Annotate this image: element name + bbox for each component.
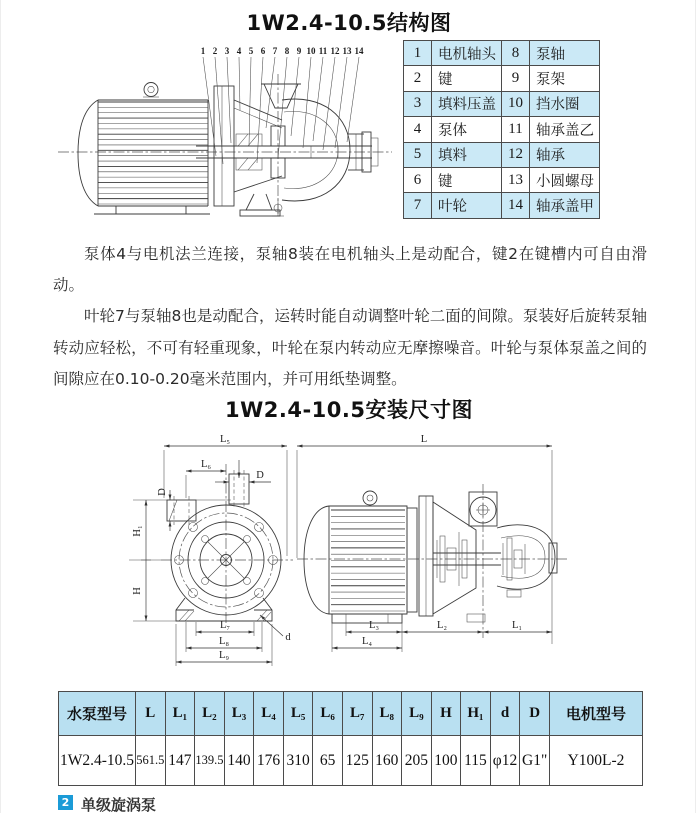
- dimensions-table: [58, 691, 643, 786]
- callout-number: 7: [272, 46, 278, 56]
- pump-foot: [240, 194, 280, 216]
- parts-table-row: [404, 66, 600, 91]
- dims-header-cell: L₄: [254, 692, 284, 736]
- front-view-centerlines: [161, 464, 293, 626]
- parts-table-row: [404, 41, 600, 66]
- callout-leader-line: [227, 57, 231, 143]
- parts-table: [403, 40, 600, 219]
- dims-table-row: [59, 736, 643, 786]
- motor-side: [304, 491, 417, 623]
- parts-table-row: [404, 117, 600, 142]
- callout-leader-line: [249, 57, 251, 146]
- suction-flange: [167, 496, 196, 525]
- parts-label-cell: 键: [432, 66, 502, 91]
- parts-no-cell: 1: [404, 41, 432, 66]
- parts-label-cell: 轴承盖甲: [530, 193, 600, 218]
- parts-table-row: [404, 167, 600, 192]
- callout-number: 2: [212, 46, 218, 56]
- parts-no-cell: 2: [404, 66, 432, 91]
- dims-header-cell: H: [431, 692, 461, 736]
- callout-number: 8: [284, 46, 290, 56]
- callout-leader-line: [278, 57, 287, 158]
- dim-label-l9: L₉: [218, 650, 230, 661]
- dim-label-d-left: D: [157, 488, 168, 496]
- dims-value-cell: 125: [342, 736, 372, 786]
- parts-no-cell: 14: [502, 193, 530, 218]
- dim-label-l2: L₂: [436, 620, 448, 631]
- pump-side: [419, 492, 557, 622]
- callout-number: 14: [354, 46, 364, 56]
- motor-cooling-fins: [331, 510, 405, 611]
- parts-no-cell: 13: [502, 167, 530, 192]
- callout-leader-line: [303, 57, 311, 148]
- callout-number: 12: [330, 46, 340, 56]
- callout-number: 13: [342, 46, 352, 56]
- motor-body: [78, 100, 210, 214]
- dims-value-cell: Y100L-2: [550, 736, 643, 786]
- parts-no-cell: 6: [404, 167, 432, 192]
- parts-label-cell: 键: [432, 167, 502, 192]
- parts-table-body: [404, 41, 600, 219]
- dims-value-cell: 147: [165, 736, 195, 786]
- callout-number: 6: [260, 46, 266, 56]
- dim-label-l5: L₅: [219, 434, 231, 445]
- section-number-badge: 2: [58, 795, 73, 810]
- callout-number: 11: [318, 46, 328, 56]
- callout-leader-line: [266, 57, 275, 128]
- dims-header-cell: L₇: [342, 692, 372, 736]
- dims-header-cell: d: [490, 692, 520, 736]
- parts-no-cell: 5: [404, 142, 432, 167]
- drain-plug: [272, 198, 284, 216]
- parts-label-cell: 小圆螺母: [530, 167, 600, 192]
- parts-no-cell: 9: [502, 66, 530, 91]
- dims-header-cell: H₁: [461, 692, 491, 736]
- dims-value-cell: 140: [224, 736, 254, 786]
- parts-label-cell: 电机轴头: [432, 41, 502, 66]
- dims-header-cell: L₂: [195, 692, 225, 736]
- dims-value-cell: G1": [520, 736, 550, 786]
- dims-header-cell: L: [136, 692, 166, 736]
- dims-header-cell: L₁: [165, 692, 195, 736]
- side-view-centerline: [297, 484, 567, 638]
- dim-label-h: H: [132, 587, 143, 595]
- dim-label-d-small: d: [285, 632, 291, 643]
- parts-label-cell: 泵轴: [530, 41, 600, 66]
- callout-number: 1: [200, 46, 206, 56]
- dim-label-l4: L₄: [361, 636, 373, 647]
- dims-value-cell: 160: [372, 736, 402, 786]
- dim-label-l: L: [420, 434, 428, 445]
- paragraph: 叶轮7与泵轴8也是动配合，运转时能自动调整叶轮二面的间隙。泵装好后旋转泵轴转动应轻松，不可有轻重现象，叶轮在泵内转动应无摩擦噪音。叶轮与泵体泵盖之间的间隙应在0.10-0.20毫米范围内，并可用纸垫调整。: [53, 307, 647, 388]
- side-view-dimensions: [297, 434, 552, 652]
- dims-value-cell: 561.5: [136, 736, 166, 786]
- dims-value-cell: 1W2.4-10.5: [59, 736, 136, 786]
- dims-header-row: [59, 692, 643, 736]
- installation-title: 1W2.4-10.5安装尺寸图: [224, 398, 473, 422]
- parts-label-cell: 挡水圈: [530, 91, 600, 116]
- callout-leader-line: [335, 57, 347, 148]
- dim-label-l8: L₈: [218, 636, 230, 647]
- parts-label-cell: 填料: [432, 142, 502, 167]
- dim-label-h1: H₁: [132, 525, 143, 537]
- section-label: 单级旋涡泵: [81, 796, 157, 814]
- dims-header-cell: L₆: [313, 692, 343, 736]
- parts-label-cell: 泵架: [530, 66, 600, 91]
- parts-table-row: [404, 91, 600, 116]
- dims-value-cell: 115: [461, 736, 491, 786]
- parts-no-cell: 12: [502, 142, 530, 167]
- parts-no-cell: 7: [404, 193, 432, 218]
- callout-number: 10: [306, 46, 316, 56]
- parts-no-cell: 4: [404, 117, 432, 142]
- front-view-dimensions: [129, 434, 291, 666]
- parts-label-cell: 泵体: [432, 117, 502, 142]
- dims-header-cell: L₈: [372, 692, 402, 736]
- callout-leader-line: [323, 57, 335, 150]
- dims-value-cell: 139.5: [195, 736, 225, 786]
- parts-no-cell: 10: [502, 91, 530, 116]
- dims-value-cell: 100: [431, 736, 461, 786]
- parts-no-cell: 8: [502, 41, 530, 66]
- dims-header-cell: 水泵型号: [59, 692, 136, 736]
- parts-label-cell: 轴承: [530, 142, 600, 167]
- parts-no-cell: 11: [502, 117, 530, 142]
- parts-table-row: [404, 193, 600, 218]
- callout-leader-line: [347, 57, 359, 142]
- dims-header-cell: L₉: [402, 692, 432, 736]
- dims-value-cell: 310: [283, 736, 313, 786]
- callout-leader-line: [313, 57, 323, 141]
- dims-value-cell: 65: [313, 736, 343, 786]
- dims-table-body: [59, 736, 643, 786]
- parts-label-cell: 轴承盖乙: [530, 117, 600, 142]
- dim-label-l7: L₇: [219, 620, 231, 631]
- structure-diagram: [56, 38, 396, 235]
- parts-table-row: [404, 142, 600, 167]
- dims-value-cell: 205: [402, 736, 432, 786]
- callout-number: 3: [224, 46, 230, 56]
- dim-label-l1: L₁: [511, 620, 523, 631]
- dims-header-cell: L₅: [283, 692, 313, 736]
- lifting-eye-icon: [143, 83, 159, 98]
- dims-header-cell: L₃: [224, 692, 254, 736]
- parts-no-cell: 3: [404, 91, 432, 116]
- structure-title: 1W2.4-10.5结构图: [246, 11, 452, 35]
- dim-label-d-top: D: [256, 470, 264, 481]
- motor-cooling-fins: [98, 102, 208, 204]
- dims-header-cell: 电机型号: [550, 692, 643, 736]
- description-text: [53, 239, 647, 395]
- callout-number: 4: [236, 46, 242, 56]
- parts-label-cell: 叶轮: [432, 193, 502, 218]
- callout-number: 9: [296, 46, 302, 56]
- dims-header-cell: D: [520, 692, 550, 736]
- dims-value-cell: φ12: [490, 736, 520, 786]
- dim-label-l3: L₃: [368, 620, 380, 631]
- parts-label-cell: 填料压盖: [432, 91, 502, 116]
- installation-diagram: [119, 426, 581, 673]
- dim-label-l6: L₆: [200, 459, 212, 470]
- callout-number: 5: [248, 46, 254, 56]
- dims-value-cell: 176: [254, 736, 284, 786]
- paragraph: 泵体4与电机法兰连接，泵轴8装在电机轴头上是动配合，键2在键槽内可自由滑动。: [53, 245, 647, 295]
